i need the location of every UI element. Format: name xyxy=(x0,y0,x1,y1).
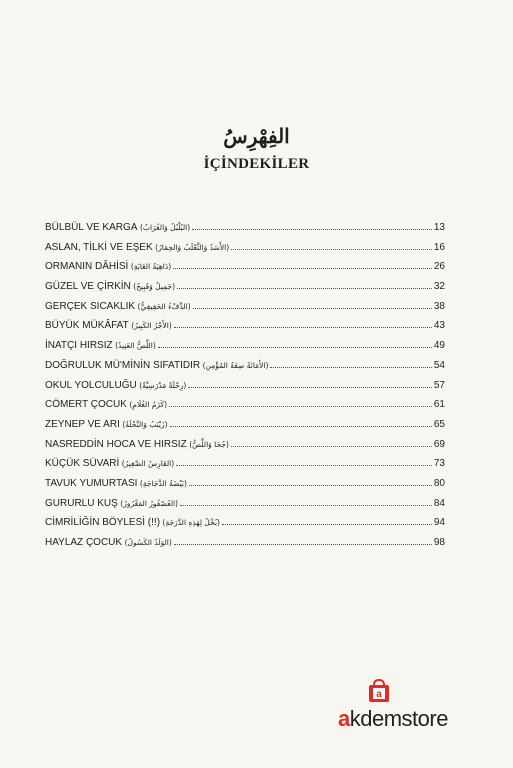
toc-entry-title xyxy=(45,320,172,331)
toc-page-number: 61 xyxy=(433,399,445,411)
toc-entry-title xyxy=(45,537,172,548)
toc-row xyxy=(45,319,445,339)
toc-arabic-title: (الوَلَدُ الكَسُولُ) xyxy=(124,538,172,547)
toc-arabic-title: (البُلْبُلُ وَالغُرَابُ) xyxy=(139,223,191,232)
toc-turkish-title: GURURLU KUŞ xyxy=(45,497,118,509)
toc-arabic-title: (جَمِيلٌ وَقَبِيحٌ) xyxy=(133,282,175,292)
toc-page-number: 26 xyxy=(433,261,445,273)
toc-row xyxy=(45,221,445,241)
toc-entry-title xyxy=(45,360,268,371)
toc-leader-dots xyxy=(170,418,432,427)
toc-entry-title xyxy=(45,301,191,312)
toc-turkish-title: CİMRİLİĞİN BÖYLESİ (!!) xyxy=(45,517,161,529)
toc-turkish-title: DOĞRULUK MÜ'MİNİN SIFATIDIR xyxy=(45,359,201,371)
page-title: İÇİNDEKİLER xyxy=(203,156,310,172)
toc-entry-title xyxy=(45,222,190,233)
toc-leader-dots xyxy=(231,241,432,250)
toc-entry-title xyxy=(45,419,168,430)
toc-arabic-title: (الدِّفْءُ الحَقِيقِيُّ) xyxy=(137,301,191,311)
toc-row xyxy=(45,438,445,458)
toc-page-number: 98 xyxy=(433,537,445,548)
toc-entry-title xyxy=(45,281,175,292)
toc-entry-title xyxy=(45,498,178,509)
toc-leader-dots xyxy=(180,497,432,506)
toc-turkish-title: İNATÇI HIRSIZ xyxy=(45,340,113,352)
toc-turkish-title: GÜZEL VE ÇİRKİN xyxy=(45,281,131,293)
toc-page-number: 49 xyxy=(433,340,445,352)
toc-row xyxy=(45,398,445,418)
toc-arabic-title: (العُصْفُورُ المَغْرُورُ) xyxy=(120,498,179,508)
toc-turkish-title: BÜLBÜL VE KARGA xyxy=(45,222,138,233)
toc-row xyxy=(45,497,445,517)
toc-page-number: 84 xyxy=(433,497,445,509)
toc-entry-title xyxy=(45,261,171,272)
toc-arabic-title: (بُخْلٌ لِهَذِهِ الدَّرَجَةِ) xyxy=(162,518,220,528)
toc-row xyxy=(45,241,445,261)
brand-name xyxy=(338,706,450,732)
toc-entry-title xyxy=(45,242,229,253)
toc-page-number: 54 xyxy=(433,359,445,371)
toc-turkish-title: ASLAN, TİLKİ VE EŞEK xyxy=(45,241,153,253)
toc-turkish-title: BÜYÜK MÜKÂFAT xyxy=(45,320,129,332)
toc-page-number: 38 xyxy=(433,300,445,312)
toc-page-number: 57 xyxy=(433,379,445,391)
toc-row xyxy=(45,477,445,497)
toc-arabic-title: (كَرَمُ الغُلَامِ) xyxy=(129,400,168,410)
toc-page-number: 65 xyxy=(433,418,445,430)
toc-entry-title xyxy=(45,478,187,489)
toc-row xyxy=(45,379,445,399)
toc-entry-title xyxy=(45,458,174,469)
toc-turkish-title: ZEYNEP VE ARI xyxy=(45,418,120,430)
toc-entry-title xyxy=(45,399,167,410)
toc-arabic-title: (اللِّصُّ العَنِيدُ) xyxy=(115,341,156,351)
toc-page-number: 94 xyxy=(433,517,445,529)
toc-leader-dots xyxy=(188,379,432,388)
toc-entry-title xyxy=(45,340,156,351)
store-logo xyxy=(338,678,450,738)
toc-page-number: 69 xyxy=(433,438,445,450)
toc-leader-dots xyxy=(169,398,432,407)
toc-arabic-title: (الأَجْرُ الكَبِيرُ) xyxy=(131,321,172,331)
toc-page-number: 43 xyxy=(433,320,445,332)
toc-leader-dots xyxy=(173,260,432,269)
toc-turkish-title: ORMANIN DÂHİSİ xyxy=(45,261,129,273)
toc-leader-dots xyxy=(222,516,432,525)
toc-page-number: 73 xyxy=(433,458,445,470)
toc-leader-dots xyxy=(231,438,432,447)
logo-icon-letter: a xyxy=(376,689,382,700)
toc-row xyxy=(45,516,445,536)
brand-name-rest: kdemstore xyxy=(349,706,448,731)
toc-row xyxy=(45,300,445,320)
toc-leader-dots xyxy=(158,339,432,348)
toc-row xyxy=(45,280,445,300)
toc-arabic-title: (دَاهِيَةُ الغَابَةِ) xyxy=(130,262,172,272)
toc-leader-dots xyxy=(174,319,432,328)
toc-leader-dots xyxy=(176,457,432,466)
toc-turkish-title: GERÇEK SICAKLIK xyxy=(45,300,136,312)
table-of-contents xyxy=(45,221,445,556)
toc-arabic-title: (الفَارِسُ الصَّغِيرُ) xyxy=(121,459,175,469)
toc-arabic-title: (الأَمَانَةُ صِفَةُ المُؤْمِنِ) xyxy=(202,360,269,370)
brand-name-first: a xyxy=(338,706,350,731)
book-bag-icon xyxy=(366,678,392,704)
toc-arabic-title: (بَيْضَةُ الدَّجَاجَةِ) xyxy=(139,478,187,488)
toc-leader-dots xyxy=(177,280,432,289)
toc-leader-dots xyxy=(189,477,432,486)
toc-page-number: 80 xyxy=(433,477,445,489)
toc-arabic-title: (زَيْنَبُ وَالنَّحْلَةُ) xyxy=(122,419,168,429)
toc-page-number: 13 xyxy=(433,222,445,233)
toc-leader-dots xyxy=(270,359,431,368)
toc-row xyxy=(45,457,445,477)
toc-entry-title xyxy=(45,517,220,528)
toc-arabic-title: (جُحَا وَاللِّصُّ) xyxy=(189,439,229,449)
toc-turkish-title: TAVUK YUMURTASI xyxy=(45,477,138,489)
toc-arabic-title: (الأَسَدُ وَالثَّعْلَبُ وَالحِمَارُ) xyxy=(155,242,230,252)
toc-leader-dots xyxy=(193,300,432,309)
toc-turkish-title: CÖMERT ÇOCUK xyxy=(45,399,127,411)
toc-leader-dots xyxy=(192,221,432,230)
toc-turkish-title: OKUL YOLCULUĞU xyxy=(45,379,137,391)
toc-entry-title xyxy=(45,439,229,450)
toc-turkish-title: NASREDDİN HOCA VE HIRSIZ xyxy=(45,438,187,450)
toc-row xyxy=(45,536,445,556)
toc-page-number: 32 xyxy=(433,281,445,293)
toc-turkish-title: KÜÇÜK SÜVARİ xyxy=(45,458,120,470)
toc-row xyxy=(45,418,445,438)
toc-leader-dots xyxy=(174,536,432,545)
arabic-title: الفِهْرِسُ xyxy=(223,124,290,148)
toc-row xyxy=(45,359,445,379)
toc-arabic-title: (رِحْلَةٌ مَدْرَسِيَّةٌ) xyxy=(139,380,187,390)
toc-row xyxy=(45,339,445,359)
toc-entry-title xyxy=(45,380,186,391)
toc-row xyxy=(45,260,445,280)
toc-turkish-title: HAYLAZ ÇOCUK xyxy=(45,537,123,548)
toc-page-number: 16 xyxy=(433,241,445,253)
